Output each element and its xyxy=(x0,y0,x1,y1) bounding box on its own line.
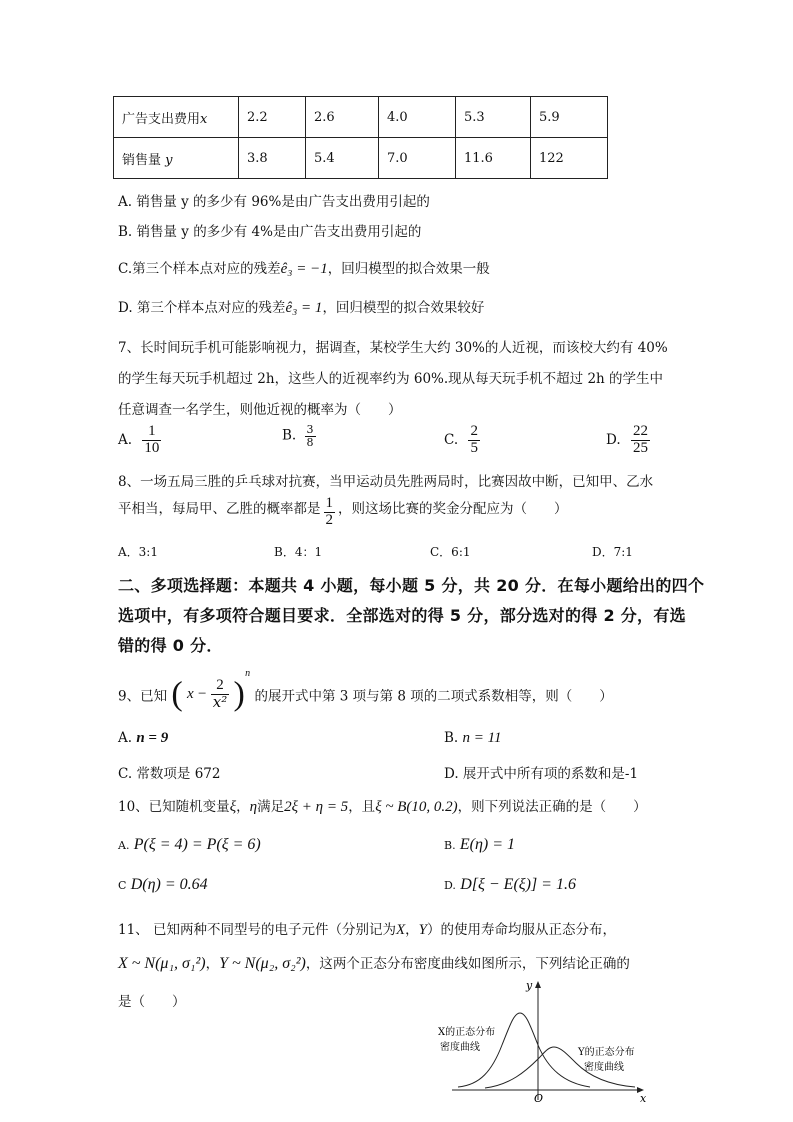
row-label: 广告支出费用x xyxy=(114,97,239,138)
q7-line-2: 的学生每天玩手机超过 2h，这些人的近视率约为 60%.现从每天玩手机不超过 2h 的学生中 xyxy=(118,371,664,387)
table-row xyxy=(114,138,608,179)
section-heading-line-3: 错的得 0 分． xyxy=(118,636,223,655)
q8-option-b: B．4：1 xyxy=(274,545,323,559)
q6-option-c: C.第三个样本点对应的残差ê₃ = −1，回归模型的拟合效果一般 xyxy=(118,261,490,277)
section-heading-line-2: 选项中，有多项符合题目要求．全部选对的得 5 分，部分选对的得 2 分，有选 xyxy=(118,606,686,625)
table-cell: 5.9 xyxy=(531,97,608,138)
q11-line-1: 11、 已知两种不同型号的电子元件（分别记为X，Y）的使用寿命均服从正态分布， xyxy=(118,922,616,938)
q9-option-c: C. 常数项是 672 xyxy=(118,766,221,782)
q7-option-d: D. $\frac{22}{25}$ xyxy=(606,423,648,456)
section-heading-line-1: 二、多项选择题：本题共 4 小题，每小题 5 分，共 20 分．在每小题给出的四个 xyxy=(118,576,705,595)
x-axis-label: x xyxy=(640,1092,647,1105)
q7-option-c: C. $\frac{2}{5}$ xyxy=(444,423,478,456)
row-label: 销售量 y xyxy=(114,138,239,179)
x-curve-label-2: 密度曲线 xyxy=(440,1042,480,1053)
x-curve-label-1: X的正态分布 xyxy=(438,1027,496,1038)
q6-option-a: A. 销售量 y 的多少有 96%是由广告支出费用引起的 xyxy=(118,194,430,210)
q6-option-d: D. 第三个样本点对应的残差ê₃ = 1，回归模型的拟合效果较好 xyxy=(118,300,485,316)
q8-option-a: A．3:1 xyxy=(118,545,158,559)
table-cell: 2.6 xyxy=(306,97,379,138)
q10-option-d: D. D[ξ − E(ξ)] = 1.6 xyxy=(444,876,576,893)
q10-option-c: C D(η) = 0.64 xyxy=(118,876,208,893)
q9-stem: 9、已知 ( x − $\frac{2}{\text{x²}}$ ) $^n$ 的展开式中第 3 项与第 8 项的二项式系数相等，则（ ） xyxy=(118,668,613,713)
table-cell: 122 xyxy=(531,138,608,179)
table-cell: 2.2 xyxy=(239,97,306,138)
ad-sales-table xyxy=(113,96,608,179)
q10-option-b: B. E(η) = 1 xyxy=(444,836,516,853)
q7-option-b: B. $\frac{3}{8}$ xyxy=(282,423,314,449)
q7-line-1: 7、长时间玩手机可能影响视力，据调查，某校学生大约 30%的人近视，而该校大约有 40% xyxy=(118,340,668,356)
y-axis-label: y xyxy=(526,979,533,992)
normal-density-figure xyxy=(430,975,660,1110)
y-axis-arrow xyxy=(535,981,541,988)
q11-line-3: 是（ ） xyxy=(118,994,186,1010)
q8-option-c: C．6:1 xyxy=(430,545,471,559)
q8-option-d: D．7:1 xyxy=(592,545,633,559)
y-curve-label-1: Y的正态分布 xyxy=(578,1047,635,1058)
y-curve-label-2: 密度曲线 xyxy=(584,1062,624,1073)
table-cell: 11.6 xyxy=(456,138,531,179)
q6-option-b: B. 销售量 y 的多少有 4%是由广告支出费用引起的 xyxy=(118,224,422,240)
table-cell: 3.8 xyxy=(239,138,306,179)
q8-line-2: 平相当，每局甲、乙胜的概率都是 $\frac{1}{2}$ ，则这场比赛的奖金分配应为（ ） xyxy=(118,495,568,528)
table-cell: 4.0 xyxy=(379,97,456,138)
q7-line-3: 任意调查一名学生，则他近视的概率为（ ） xyxy=(118,402,402,418)
q7-option-a: A. $\frac{1}{10}$ xyxy=(118,423,160,456)
q10-option-a: A. P(ξ = 4) = P(ξ = 6) xyxy=(118,836,261,853)
q10-stem: 10、已知随机变量ξ，η满足2ξ + η = 5，且ξ ~ B(10, 0.2)，则下列说法正确的是（ ） xyxy=(118,799,647,815)
table-cell: 5.3 xyxy=(456,97,531,138)
q8-line-1: 8、一场五局三胜的乒乓球对抗赛，当甲运动员先胜两局时，比赛因故中断，已知甲、乙水 xyxy=(118,474,654,490)
q9-option-d: D. 展开式中所有项的系数和是-1 xyxy=(444,766,639,782)
q9-option-b: B. n = 11 xyxy=(444,730,502,746)
q9-option-a: A. n = 9 xyxy=(118,730,169,746)
table-cell: 7.0 xyxy=(379,138,456,179)
table-row xyxy=(114,97,608,138)
q11-line-2: X ~ N(μ₁, σ₁²)，Y ~ N(μ₂, σ₂²)，这两个正态分布密度曲线如图所示，下列结论正确的 xyxy=(118,955,630,972)
table-cell: 5.4 xyxy=(306,138,379,179)
origin-label: O xyxy=(534,1092,544,1105)
